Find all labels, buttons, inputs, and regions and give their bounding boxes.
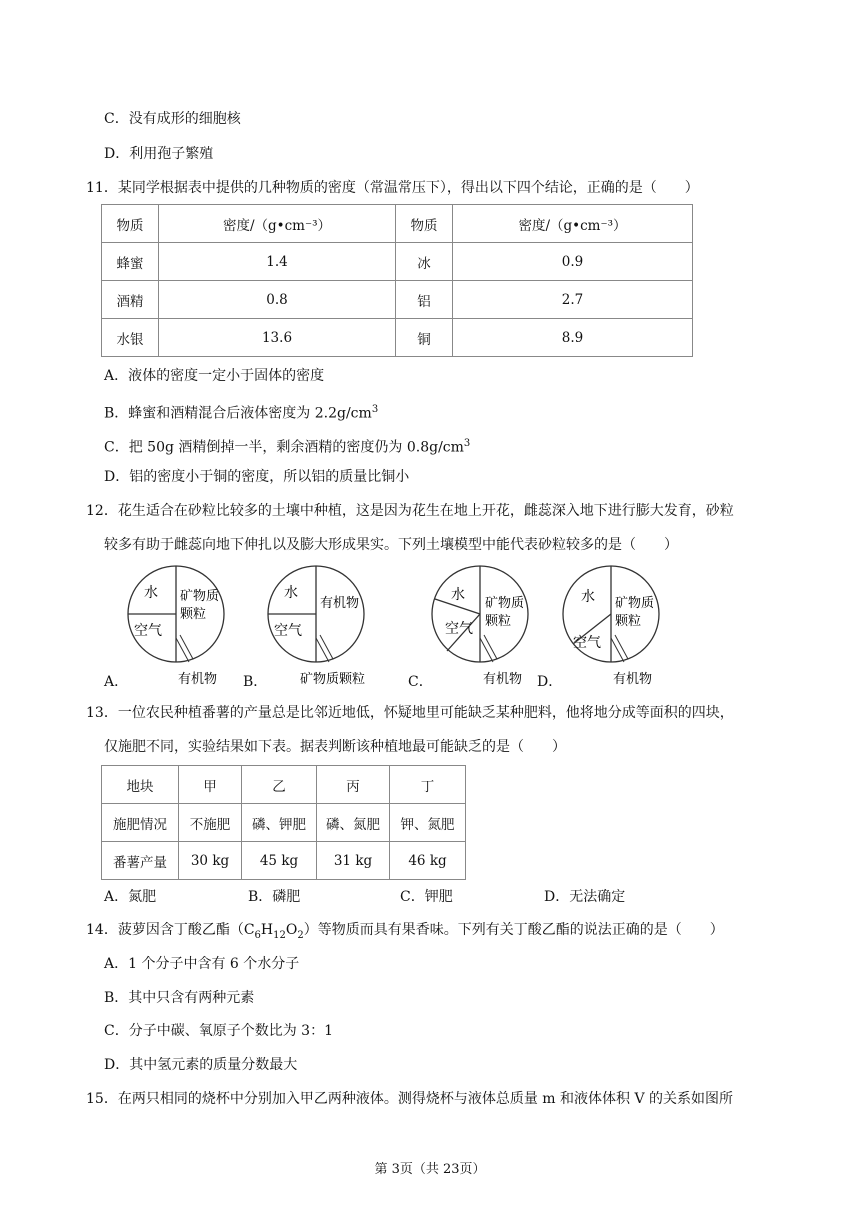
table-header: 乙 (242, 766, 317, 804)
table-header: 地块 (102, 766, 179, 804)
label-air: 空气 (445, 621, 473, 637)
table-cell: 酒精 (102, 281, 159, 319)
soil-model-b (260, 565, 390, 690)
table-cell: 磷、氮肥 (317, 804, 390, 842)
label-organic: 有机物 (483, 672, 523, 687)
table-cell: 钾、氮肥 (390, 804, 466, 842)
table-cell: 45 kg (242, 842, 317, 880)
table-cell: 水银 (102, 319, 159, 357)
q10-option-d: D．利用孢子繁殖 (104, 146, 214, 162)
label-water: 水 (581, 589, 595, 605)
table-header: 物质 (396, 205, 453, 243)
q12-stem-line2: 较多有助于雌蕊向地下伸扎以及膨大形成果实。下列土壤模型中能代表砂粒较多的是（ ） (104, 537, 678, 553)
q15-stem-line1: 15．在两只相同的烧杯中分别加入甲乙两种液体。测得烧杯与液体总质量 m 和液体体积 V 的关系如图所 (86, 1091, 733, 1107)
label-air: 空气 (134, 623, 162, 639)
label-air: 空气 (573, 635, 601, 651)
q13-option-d: D．无法确定 (544, 889, 626, 905)
fertilizer-table (101, 765, 466, 880)
soil-model-d (555, 565, 685, 690)
table-cell: 不施肥 (179, 804, 242, 842)
table-cell: 施肥情况 (102, 804, 179, 842)
q11-option-b: B．蜂蜜和酒精混合后液体密度为 $2.2g/cm^3$ (104, 404, 379, 422)
label-organic: 有机物 (320, 596, 360, 611)
table-cell: 铝 (396, 281, 453, 319)
table-cell: 0.9 (453, 243, 693, 281)
table-header: 物质 (102, 205, 159, 243)
option-d-letter: D． (537, 674, 563, 690)
table-cell: 番薯产量 (102, 842, 179, 880)
table-header: 丁 (390, 766, 466, 804)
page-footer: 第 3页（共 23页） (374, 1162, 486, 1177)
table-cell: 13.6 (159, 319, 396, 357)
table-cell: 磷、钾肥 (242, 804, 317, 842)
q11-option-c: C．把 50g 酒精倒掉一半，剩余酒精的密度仍为 $0.8g/cm^3$ (104, 438, 471, 456)
option-a-letter: A． (104, 674, 129, 690)
label-mineral-particle: 矿物质颗粒 (300, 672, 366, 687)
option-b-letter: B． (243, 674, 268, 690)
label-organic: 有机物 (613, 672, 653, 687)
label-mineral: 矿物质 (615, 596, 655, 611)
q13-option-b: B．磷肥 (248, 889, 301, 905)
table-cell: 铜 (396, 319, 453, 357)
table-cell: 蜂蜜 (102, 243, 159, 281)
label-mineral: 矿物质 (180, 589, 220, 604)
table-cell: 1.4 (159, 243, 396, 281)
table-header: 密度/（g•cm⁻³） (159, 205, 396, 243)
q14-option-a: A．1 个分子中含有 6 个水分子 (104, 956, 300, 972)
q14-option-c: C．分子中碳、氧原子个数比为 3：1 (104, 1023, 333, 1039)
q11-stem: 11．某同学根据表中提供的几种物质的密度（常温常压下），得出以下四个结论，正确的是（ ） (86, 180, 699, 196)
table-header: 甲 (179, 766, 242, 804)
q11-option-d: D．铝的密度小于铜的密度，所以铝的质量比铜小 (104, 469, 410, 485)
label-water: 水 (284, 585, 298, 601)
label-air: 空气 (274, 623, 302, 639)
label-water: 水 (451, 587, 465, 603)
table-cell: 46 kg (390, 842, 466, 880)
table-cell: 31 kg (317, 842, 390, 880)
soil-model-a (120, 565, 250, 690)
q13-stem-line1: 13．一位农民种植番薯的产量总是比邻近地低，怀疑地里可能缺乏某种肥料，他将地分成等面积的四块， (86, 705, 734, 721)
q12-stem-line1: 12．花生适合在砂粒比较多的土壤中种植，这是因为花生在地上开花，雌蕊深入地下进行膨大发育，砂粒 (86, 503, 734, 519)
table-cell: 8.9 (453, 319, 693, 357)
q13-option-c: C．钾肥 (400, 889, 453, 905)
table-cell: 0.8 (159, 281, 396, 319)
q14-option-d: D．其中氢元素的质量分数最大 (104, 1057, 298, 1073)
label-mineral: 矿物质 (485, 596, 525, 611)
q11-option-a: A．液体的密度一定小于固体的密度 (104, 368, 325, 384)
density-table (101, 204, 693, 357)
label-particle: 颗粒 (180, 607, 207, 622)
label-particle: 颗粒 (485, 614, 512, 629)
soil-model-c (425, 565, 555, 690)
label-organic: 有机物 (178, 672, 218, 687)
table-cell: 30 kg (179, 842, 242, 880)
table-header: 丙 (317, 766, 390, 804)
q10-option-c: C．没有成形的细胞核 (104, 111, 241, 127)
label-water: 水 (144, 585, 158, 601)
option-c-letter: C． (408, 674, 433, 690)
q14-stem: 14．菠萝因含丁酸乙酯$(C_6H_{12}O_2)$等物质而具有果香味。下列有关丁酸乙酯的说法正确的是（ ） (86, 922, 724, 941)
q13-option-a: A．氮肥 (104, 889, 157, 905)
table-header: 密度/（g•cm⁻³） (453, 205, 693, 243)
q13-stem-line2: 仅施肥不同，实验结果如下表。据表判断该种植地最可能缺乏的是（ ） (104, 739, 566, 755)
label-particle: 颗粒 (615, 614, 642, 629)
table-cell: 2.7 (453, 281, 693, 319)
table-cell: 冰 (396, 243, 453, 281)
q14-option-b: B．其中只含有两种元素 (104, 990, 255, 1006)
